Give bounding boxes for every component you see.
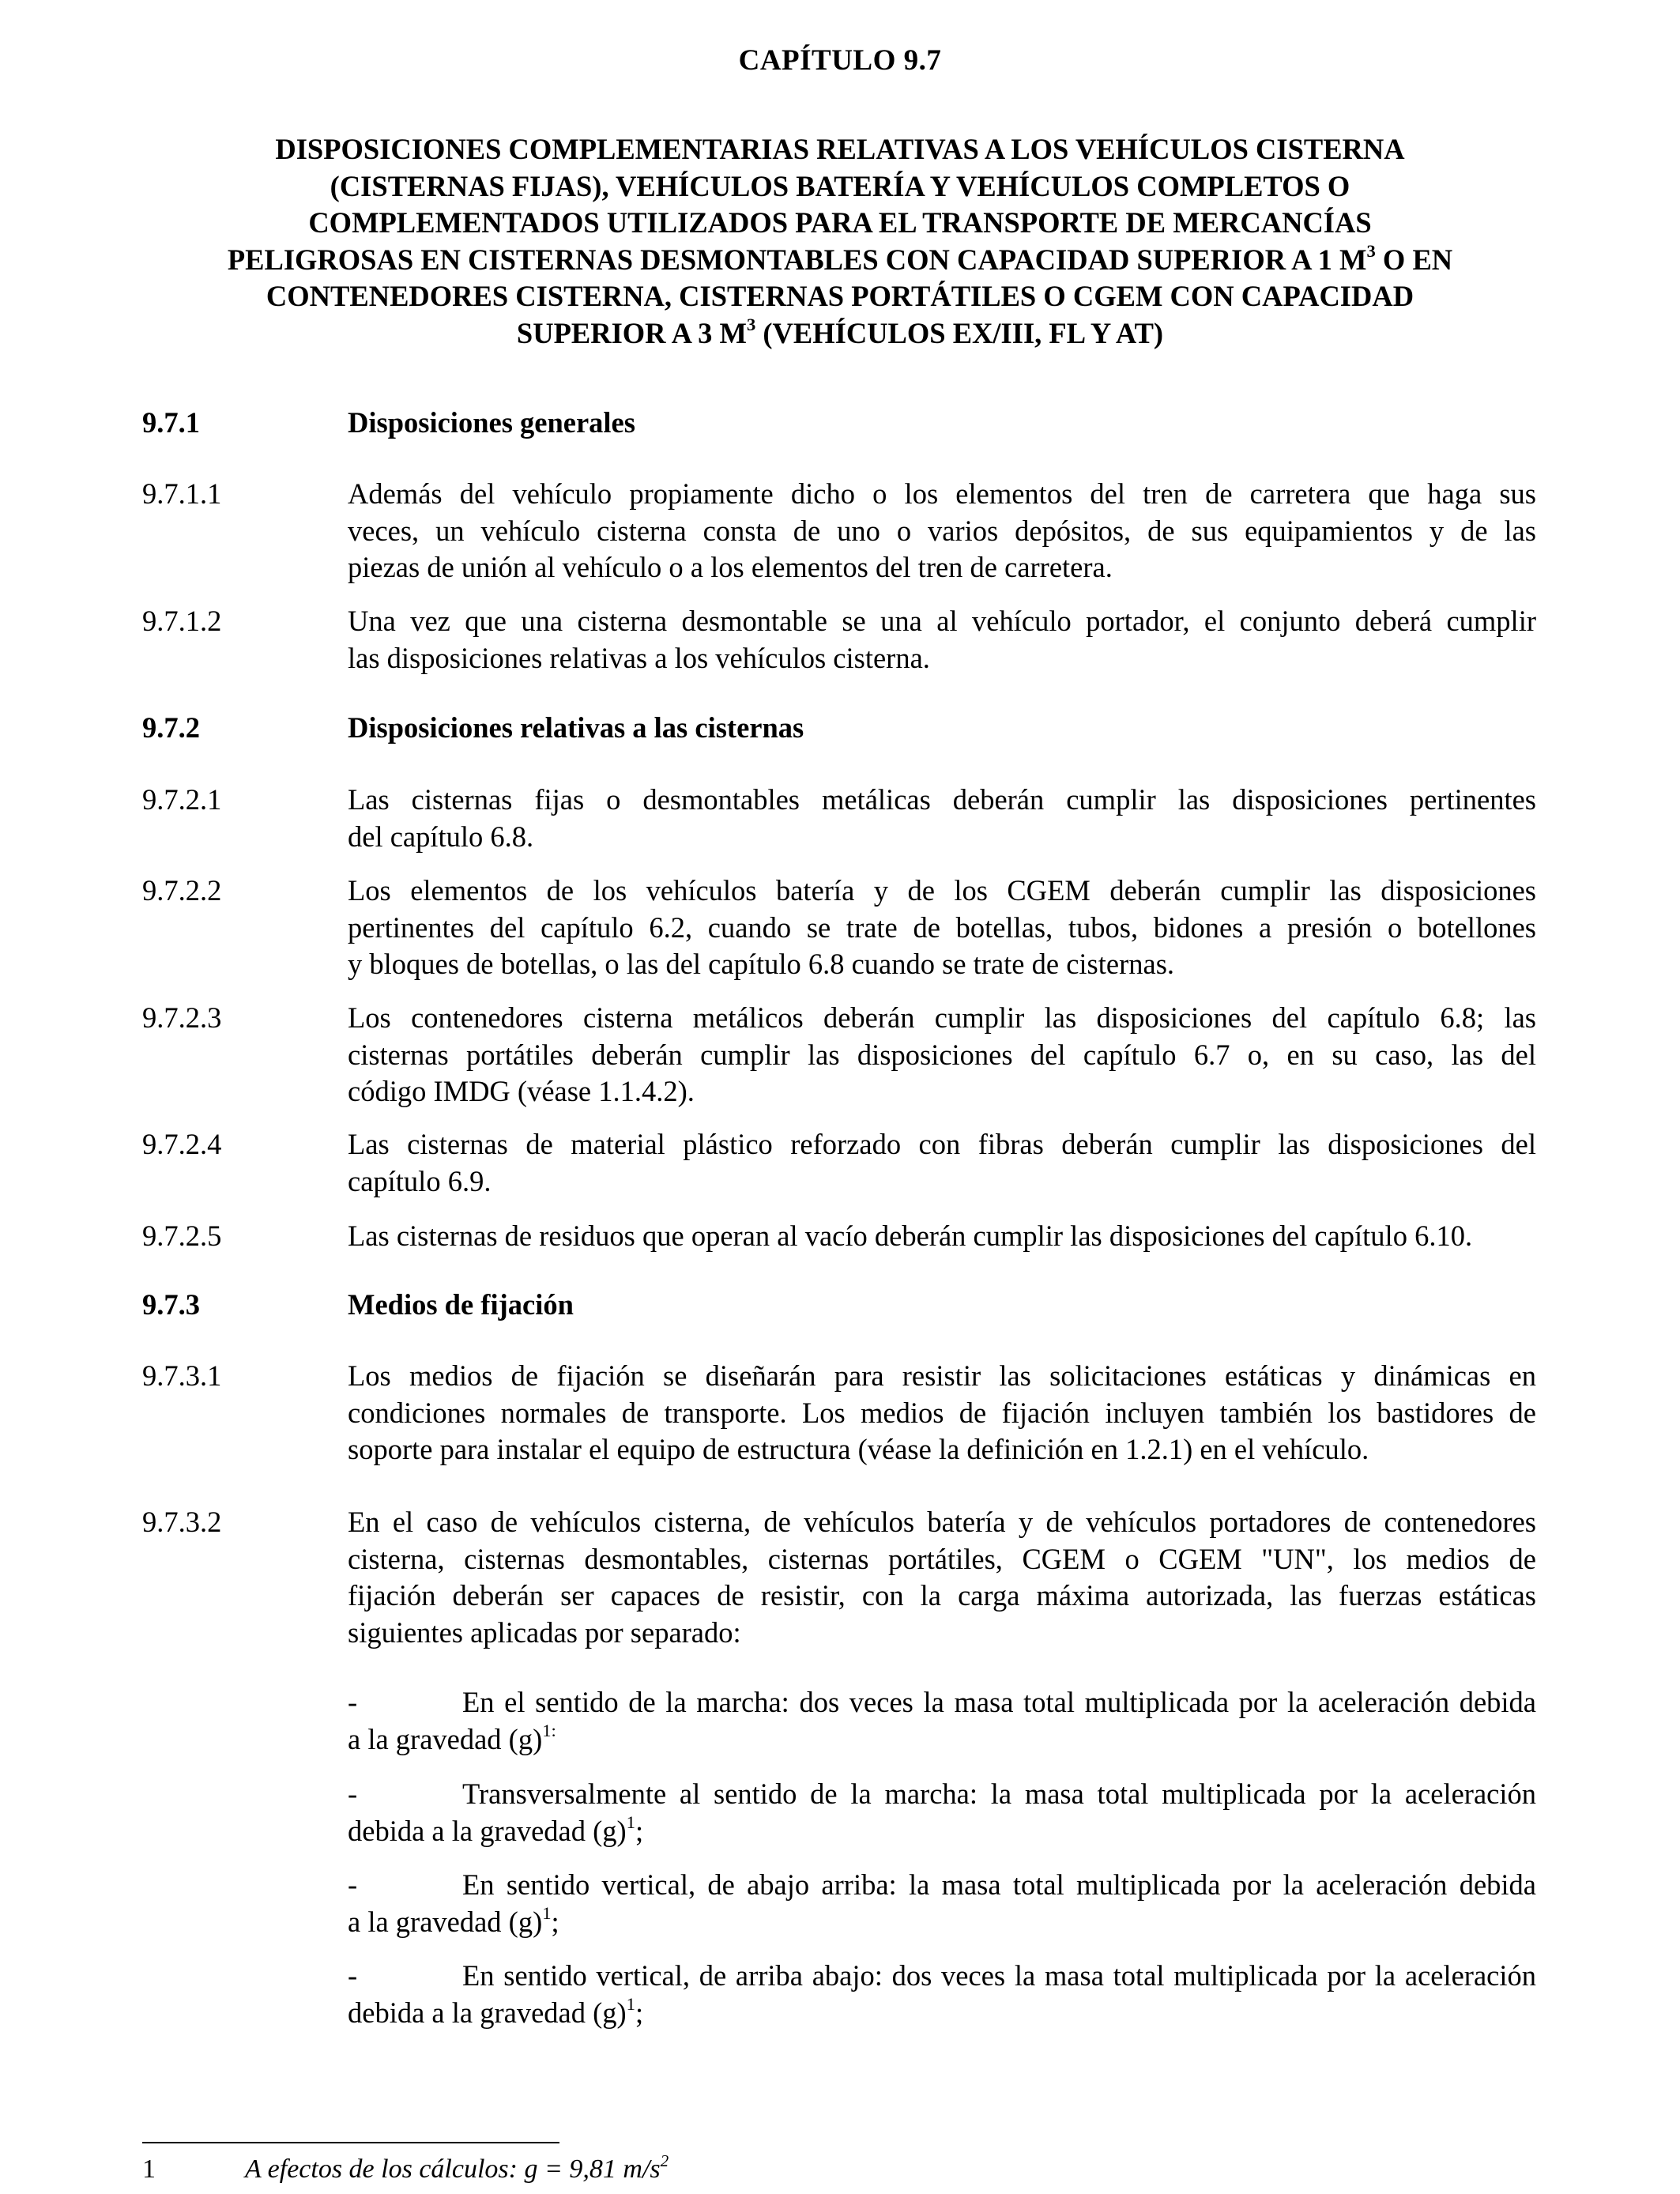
list-item-text: En sentido vertical, de arriba abajo: dos veces la masa total multiplicada por la aceleración — [462, 1959, 1536, 1992]
list-item — [348, 1776, 1536, 1849]
chapter-title — [134, 131, 1546, 352]
section-title: Disposiciones generales — [348, 406, 635, 439]
paragraph-number: 9.7.1.2 — [142, 605, 222, 637]
footnote-text: A efectos de los cálculos: g = 9,81 $m/s^2$ — [245, 2151, 669, 2184]
footnote-rule — [142, 2142, 559, 2143]
paragraph-text: Los contenedores cisterna metálicos deberán cumplir las disposiciones del capítulo 6.8; las cisternas portátiles deberán cumplir las disposiciones del capítulo 6.7 o, en su caso, las del código IMDG (véase 1.1.4.2). — [348, 1001, 1536, 1107]
footnote-ref: 1 — [626, 1994, 635, 2015]
chapter-heading: CAPÍTULO 9.7 — [738, 44, 942, 77]
paragraph-number: 9.7.2.2 — [142, 874, 222, 907]
superscript: 3 — [746, 315, 756, 335]
list-item-text: debida a la gravedad $(g)^1$; — [348, 1994, 644, 2029]
paragraph-text: Una vez que una cisterna desmontable se una al vehículo portador, el conjunto deberá cumplir las disposiciones relativas a los vehículos cisterna. — [348, 605, 1536, 674]
paragraph — [142, 1126, 1536, 1200]
paragraph — [142, 476, 1536, 586]
footnote-number: 1 — [142, 2154, 156, 2184]
list-item-text: En el sentido de la marcha: dos veces la masa total multiplicada por la aceleración debida — [462, 1686, 1536, 1718]
paragraph-number: 9.7.2.1 — [142, 783, 222, 816]
title-line: CONTENEDORES CISTERNA, CISTERNAS PORTÁTILES O CGEM CON CAPACIDAD — [266, 280, 1414, 312]
paragraph-text: En el caso de vehículos cisterna, de vehículos batería y de vehículos portadores de contenedores cisterna, cisternas desmontables, cisternas portátiles, CGEM o CGEM "UN", los medios de fijación deberán ser capaces de resistir, con la carga máxima autorizada, las fuerzas estáticas siguientes aplicadas por separado: — [348, 1506, 1536, 1649]
paragraph-number: 9.7.2.5 — [142, 1220, 222, 1252]
list-dash: - — [348, 1777, 358, 1810]
list-item-text: Transversalmente al sentido de la marcha: la masa total multiplicada por la aceleración — [462, 1777, 1536, 1810]
footnote-ref: 1 — [626, 1812, 635, 1833]
paragraph-number: 9.7.3.1 — [142, 1359, 222, 1392]
paragraph — [142, 1218, 1536, 1255]
list-item-text: a la gravedad $(g)^{1:}$ — [348, 1721, 556, 1755]
title-line: SUPERIOR A 3 $M^3$ (VEHÍCULOS EX/III, FL Y AT) — [516, 315, 1164, 349]
section-number: 9.7.3 — [142, 1288, 200, 1321]
superscript: 2 — [660, 2151, 669, 2170]
paragraph-text: Las cisternas de material plástico reforzado con fibras deberán cumplir las disposiciones del capítulo 6.9. — [348, 1128, 1536, 1197]
paragraph-text: Los elementos de los vehículos batería y de los CGEM deberán cumplir las disposiciones pertinentes del capítulo 6.2, cuando se trate de botellas, tubos, bidones a presión o botellones y bloques de botellas, o las del capítulo 6.8 cuando se trate de cisternas. — [348, 874, 1536, 980]
list-item — [348, 1684, 1536, 1758]
paragraph — [142, 603, 1536, 677]
section-number: 9.7.1 — [142, 406, 200, 439]
paragraph-number: 9.7.2.4 — [142, 1128, 222, 1160]
footnote-ref: 1: — [542, 1721, 556, 1741]
section-title: Disposiciones relativas a las cisternas — [348, 711, 804, 744]
section-number: 9.7.2 — [142, 711, 200, 744]
paragraph — [142, 1358, 1536, 1468]
paragraph-text: Los medios de fijación se diseñarán para resistir las solicitaciones estáticas y dinámicas en condiciones normales de transporte. Los medios de fijación incluyen también los bastidores de soporte para instalar el equipo de estructura (véase la definición en 1.2.1) en el vehículo. — [348, 1359, 1536, 1465]
list-dash: - — [348, 1959, 358, 1992]
paragraph-number: 9.7.3.2 — [142, 1506, 222, 1538]
paragraph-text: Además del vehículo propiamente dicho o los elementos del tren de carretera que haga sus veces, un vehículo cisterna consta de uno o varios depósitos, de sus equipamientos y de las piezas de unión al vehículo o a los elementos del tren de carretera. — [348, 477, 1536, 583]
list-dash: - — [348, 1868, 358, 1901]
list-item — [348, 1958, 1536, 2031]
paragraph — [142, 1504, 1536, 1651]
paragraph-text: Las cisternas fijas o desmontables metálicas deberán cumplir las disposiciones pertinentes del capítulo 6.8. — [348, 783, 1536, 853]
paragraph-text: Las cisternas de residuos que operan al vacío deberán cumplir las disposiciones del capítulo 6.10. — [348, 1220, 1473, 1252]
list-item-text: En sentido vertical, de abajo arriba: la masa total multiplicada por la aceleración debida — [462, 1868, 1536, 1901]
title-line: DISPOSICIONES COMPLEMENTARIAS RELATIVAS A LOS VEHÍCULOS CISTERNA — [275, 133, 1405, 165]
list-dash: - — [348, 1686, 358, 1718]
paragraph — [142, 782, 1536, 855]
list-item — [348, 1867, 1536, 1940]
title-line: COMPLEMENTADOS UTILIZADOS PARA EL TRANSPORTE DE MERCANCÍAS — [308, 206, 1372, 239]
list-item-text: a la gravedad $(g)^1$; — [348, 1903, 559, 1938]
paragraph — [142, 1000, 1536, 1110]
title-line: (CISTERNAS FIJAS), VEHÍCULOS BATERÍA Y VEHÍCULOS COMPLETOS O — [330, 169, 1350, 202]
superscript: 3 — [1366, 241, 1376, 262]
paragraph-number: 9.7.2.3 — [142, 1001, 222, 1034]
paragraph — [142, 873, 1536, 983]
title-line: PELIGROSAS EN CISTERNAS DESMONTABLES CON CAPACIDAD SUPERIOR A 1 $M^3$ O EN — [227, 241, 1453, 276]
list-item-text: debida a la gravedad $(g)^1$; — [348, 1812, 644, 1847]
footnote-ref: 1 — [542, 1903, 552, 1924]
paragraph-number: 9.7.1.1 — [142, 477, 222, 510]
section-title: Medios de fijación — [348, 1288, 574, 1321]
